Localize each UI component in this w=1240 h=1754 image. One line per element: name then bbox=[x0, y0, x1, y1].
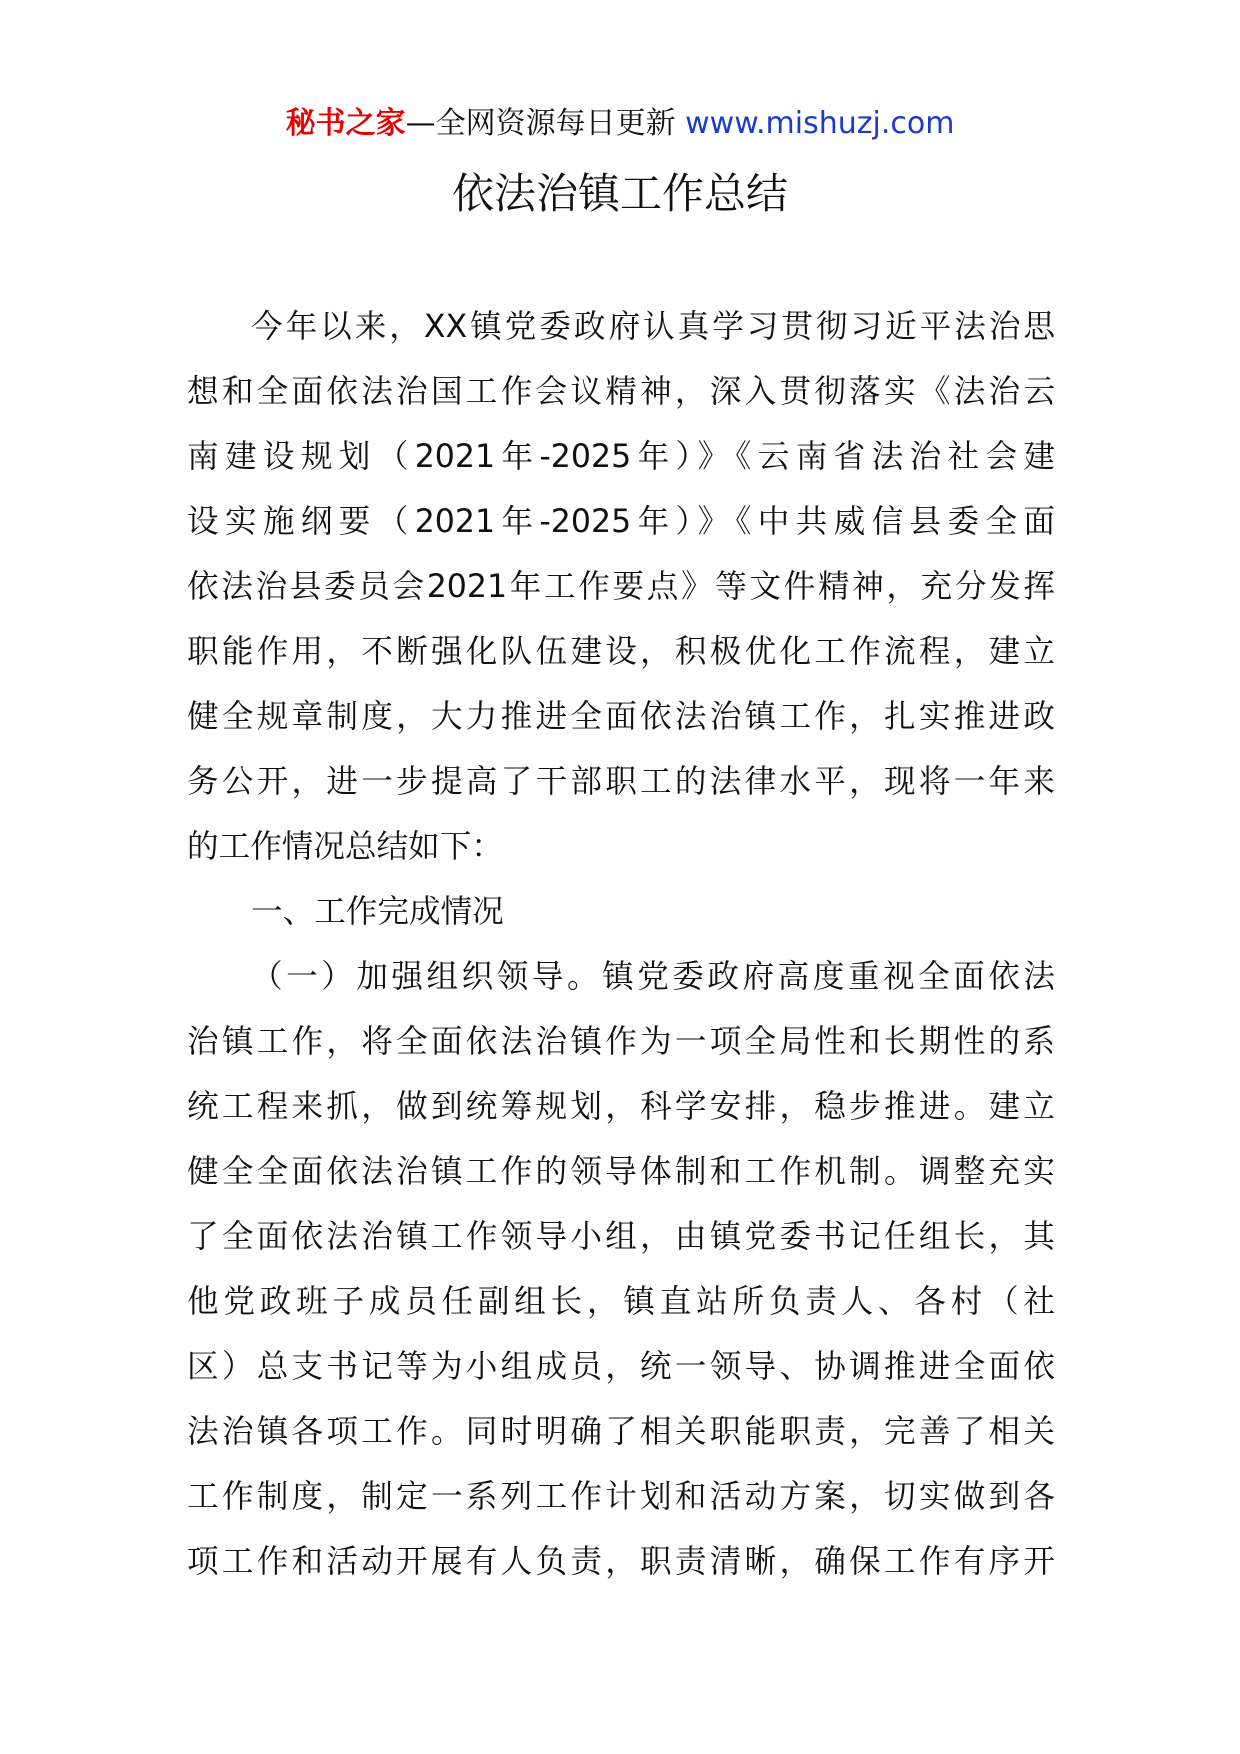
text-line: 健全规章制度，大力推进全面依法治镇工作，扎实推进政 bbox=[187, 699, 1055, 735]
text-line: 职能作用，不断强化队伍建设，积极优化工作流程，建立 bbox=[187, 634, 1055, 670]
text-line: 法治镇各项工作。同时明确了相关职能职责，完善了相关 bbox=[187, 1414, 1055, 1450]
text-line: 设实施纲要（2021年-2025年）》《中共威信县委全面 bbox=[187, 504, 1055, 540]
document-title: 依法治镇工作总结 bbox=[451, 169, 788, 218]
text-line: 依法治县委员会2021年工作要点》等文件精神，充分发挥 bbox=[187, 569, 1055, 605]
text-line: 治镇工作，将全面依法治镇作为一项全局性和长期性的系 bbox=[187, 1024, 1055, 1060]
paragraph-organization bbox=[187, 945, 1055, 1595]
banner-slogan: —全网资源每日更新 bbox=[405, 106, 686, 141]
text-line: 统工程来抓，做到统筹规划，科学安排，稳步推进。建立 bbox=[187, 1089, 1055, 1125]
text-line: 工作制度，制定一系列工作计划和活动方案，切实做到各 bbox=[187, 1479, 1055, 1515]
text-line: 健全全面依法治镇工作的领导体制和工作机制。调整充实 bbox=[187, 1154, 1055, 1190]
text-line: 想和全面依法治国工作会议精神，深入贯彻落实《法治云 bbox=[187, 374, 1055, 410]
document-body bbox=[187, 295, 1055, 1595]
text-line: 区）总支书记等为小组成员，统一领导、协调推进全面依 bbox=[187, 1349, 1055, 1385]
text-line: 了全面依法治镇工作领导小组，由镇党委书记任组长，其 bbox=[187, 1219, 1055, 1255]
text-line: 的工作情况总结如下： bbox=[187, 829, 503, 865]
banner-brand: 秘书之家 bbox=[285, 106, 406, 141]
banner-url-link[interactable]: www.mishuzj.com bbox=[685, 106, 955, 141]
text-line: 项工作和活动开展有人负责，职责清晰，确保工作有序开 bbox=[187, 1544, 1055, 1580]
text-line: 南建设规划（2021年-2025年）》《云南省法治社会建 bbox=[187, 439, 1055, 475]
section-heading bbox=[187, 880, 1055, 945]
text-line: 他党政班子成员任副组长，镇直站所负责人、各村（社 bbox=[187, 1284, 1055, 1320]
text-line: 今年以来，XX镇党委政府认真学习贯彻习近平法治思 bbox=[251, 309, 1055, 345]
paragraph-intro bbox=[187, 295, 1055, 880]
text-line: 务公开，进一步提高了干部职工的法律水平，现将一年来 bbox=[187, 764, 1055, 800]
site-banner bbox=[0, 102, 1240, 146]
text-line: （一）加强组织领导。镇党委政府高度重视全面依法 bbox=[251, 959, 1055, 995]
section-heading-text: 一、工作完成情况 bbox=[251, 894, 504, 930]
